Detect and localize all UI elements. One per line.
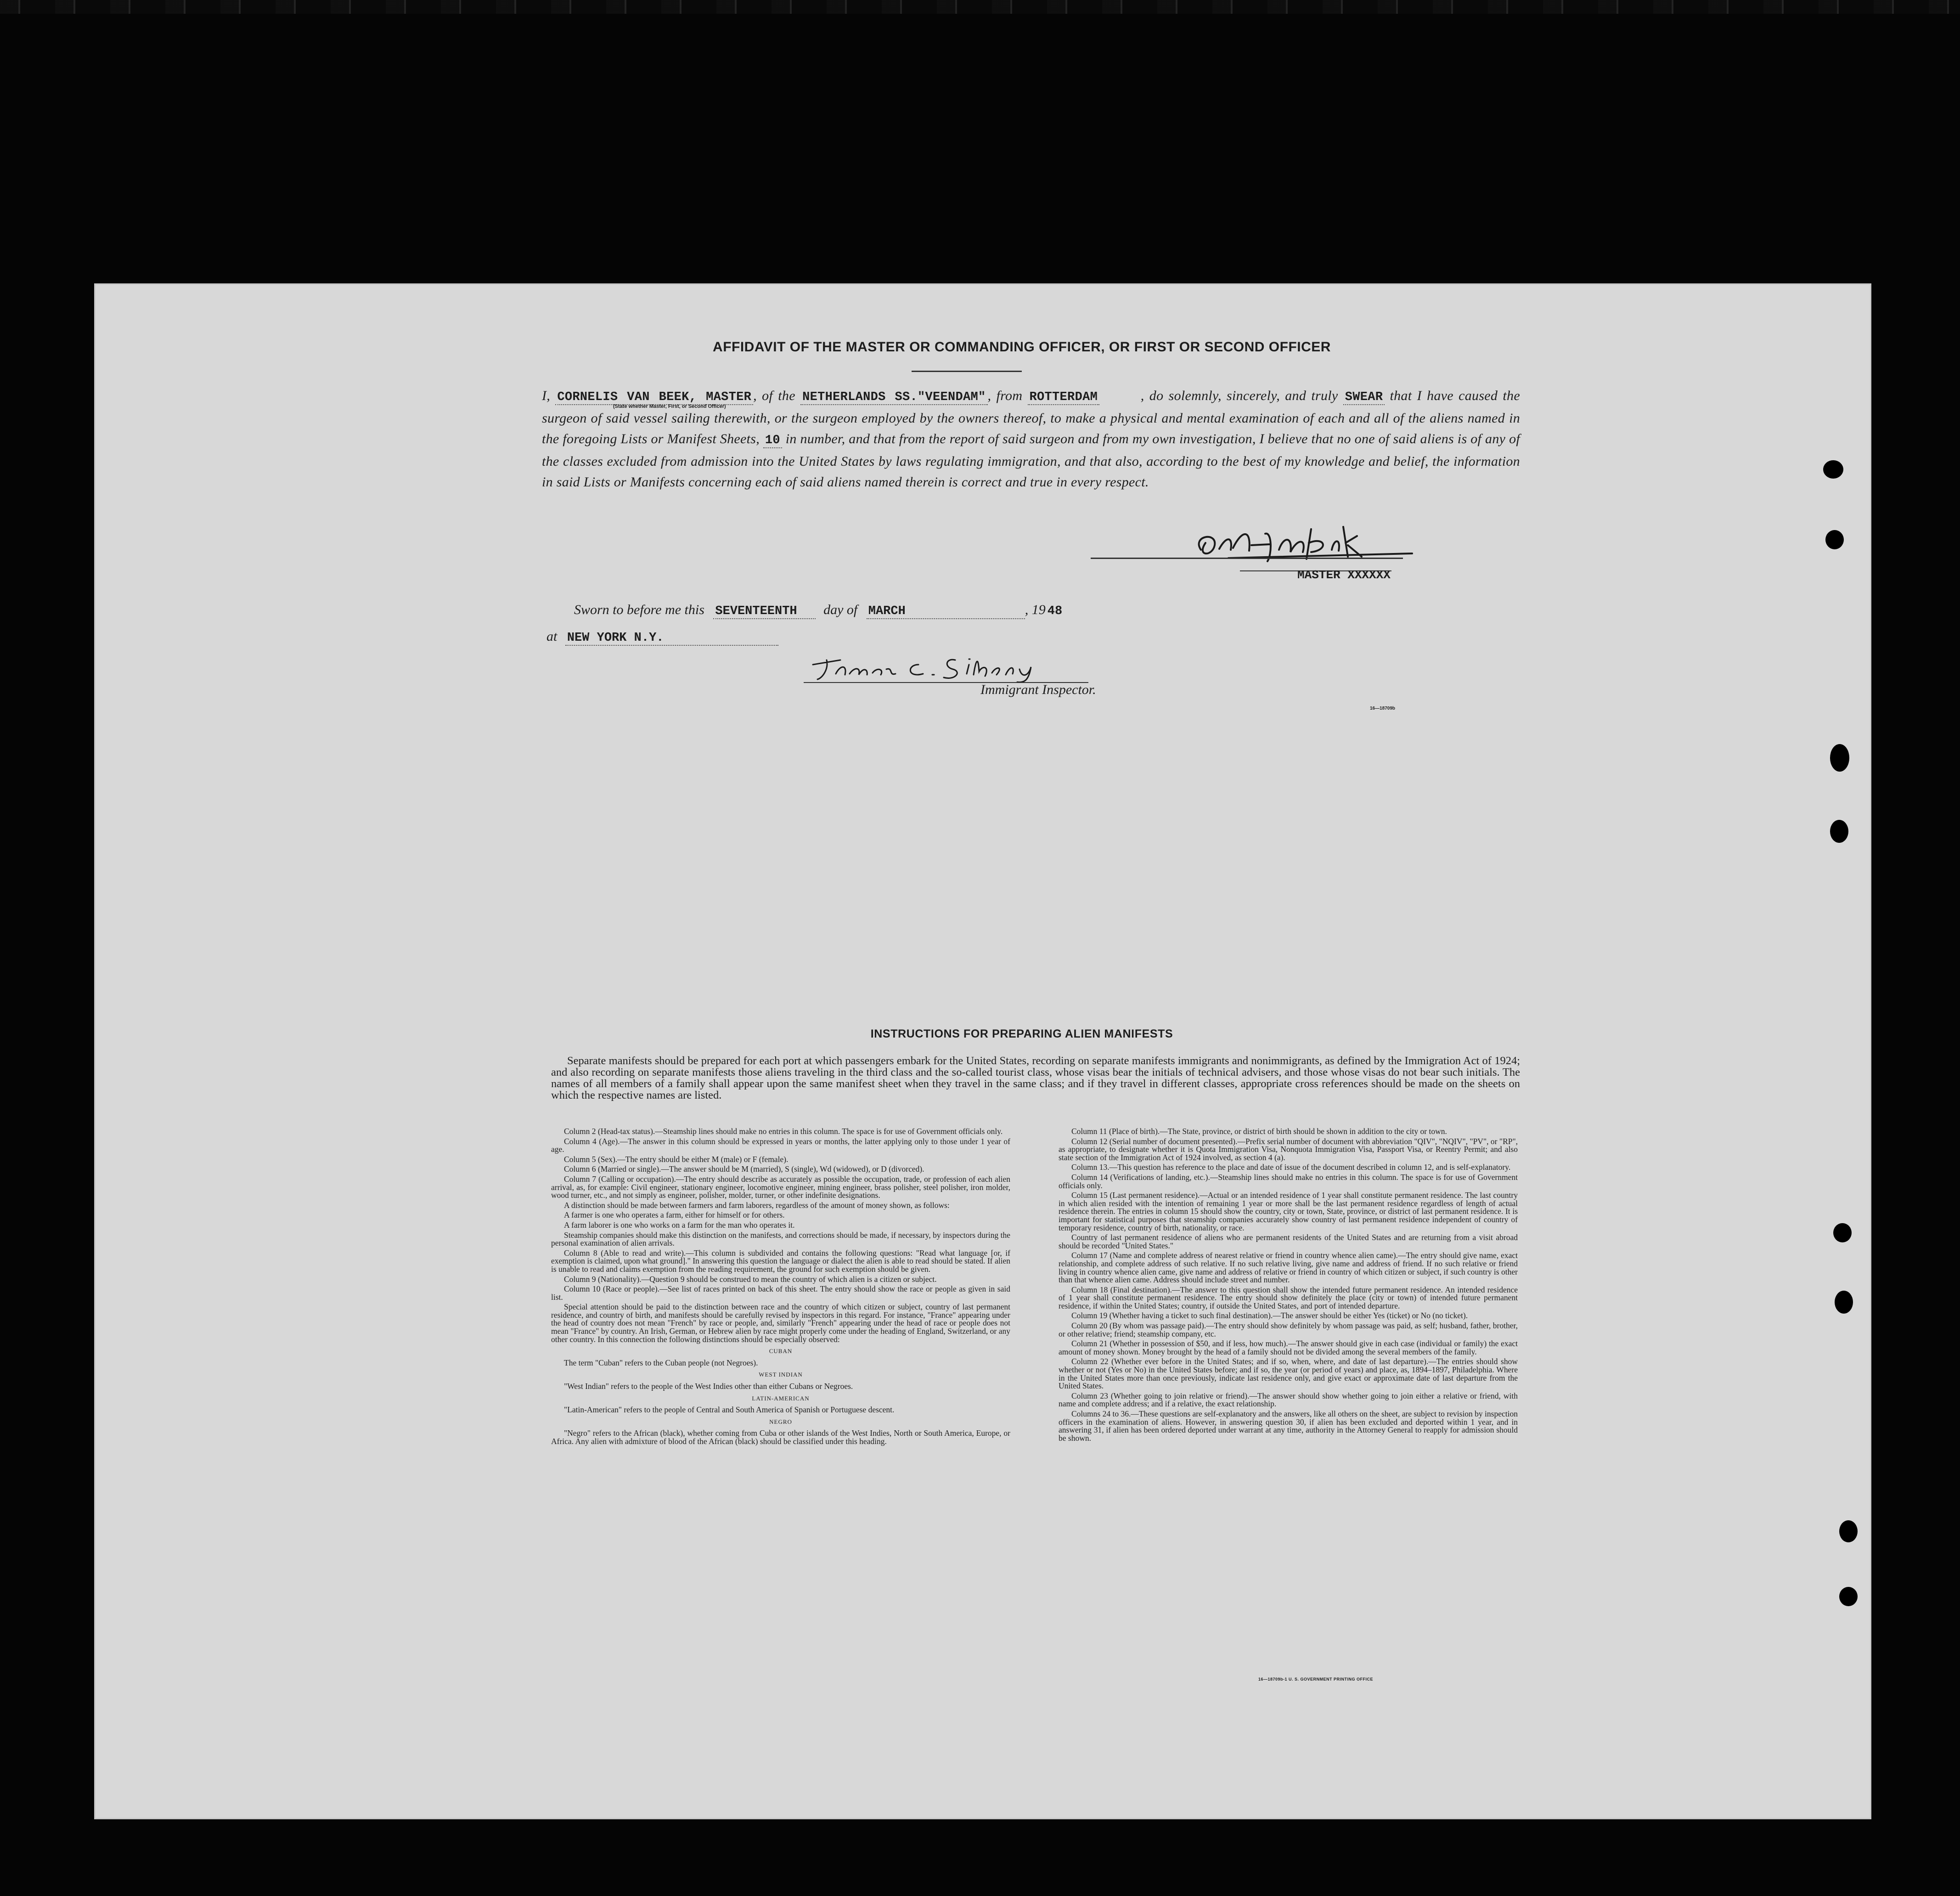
instruction-paragraph: Column 22 (Whether ever before in the United States; and if so, when, where, and date of last departure).—The entries should show whether or not (Yes or No) in the United States before; and if so, the year (or period of years) and place, as, 1894–1897, Philadelphia. Where in the United States more than once previously, indicate last residence only, and give exact or approximate date of last departure from the United States. [1059, 1357, 1518, 1391]
text-i: I, [542, 388, 551, 403]
instruction-paragraph: Column 6 (Married or single).—The answer should be M (married), S (single), Wd (widowed), or D (divorced). [564, 1164, 924, 1174]
instruction-paragraph: Special attention should be paid to the distinction between race and the country of which citizen or subject, country of last permanent residence, and country of birth, and manifests should be carefully revised by inspectors in this regard. For instance, "France" appearing under the head of country does not mean "French" by race or people, and, similarly "French" appearing under the head of race or people does not mean "France" by country. An Irish, German, or Hebrew alien by race might properly come under the heading of England, Switzerland, or any other country. In this connection the following distinctions should be especially observed: [551, 1302, 1010, 1344]
affidavit-body [542, 385, 1520, 492]
master-signature [1173, 518, 1458, 568]
instruction-paragraph: Country of last permanent residence of aliens who are permanent residents of the United States and are returning from a visit abroad should be recorded "United States." [1059, 1233, 1518, 1250]
sworn-line [574, 602, 1309, 618]
punch-hole [1825, 530, 1844, 549]
instruction-paragraph: Column 14 (Verifications of landing, etc.).—Steamship lines should make no entries in this column. The space is for use of Government officials only. [1059, 1172, 1518, 1190]
place-field: NEW YORK N.Y. [565, 631, 779, 646]
punch-hole [1835, 1291, 1853, 1314]
year-prefix: , 19 [1025, 602, 1046, 617]
punch-hole [1833, 1223, 1852, 1242]
west-indian-definition: "West Indian" refers to the people of the West Indies other than either Cubans or Negroes. [564, 1382, 853, 1391]
sworn-prefix: Sworn to before me this [574, 602, 704, 617]
sheets-count-field: 10 [763, 434, 782, 448]
instruction-paragraph: Column 2 (Head-tax status).—Steamship lines should make no entries in this column. The space is for use of Government officials only. [564, 1127, 1003, 1136]
text-of-the: , of the [753, 388, 795, 403]
text-from: , from [987, 388, 1023, 403]
negro-heading: NEGRO [769, 1418, 792, 1425]
scan-edge-noise [0, 0, 1960, 14]
day-of-text: day of [823, 602, 858, 617]
instructions-title: INSTRUCTIONS FOR PREPARING ALIEN MANIFESTS [870, 1027, 1173, 1040]
instruction-paragraph: Column 12 (Serial number of document presented).—Prefix serial number of document with abbreviation "QIV", "NQIV", "PV", or "RP", as appropriate, to designate whether it is Quota Immigration Visa, Nonquota Immigration Visa, Passport Visa, or Reentry Permit; and also state section of the Immigration Act of 1924 involved, as section 4 (a). [1059, 1136, 1518, 1162]
instructions-intro: Separate manifests should be prepared for each port at which passengers embark for the United States, recording on separate manifests immigrants and nonimmigrants, as defined by the Immigration Act of 1924; and also recording on separate manifests those aliens traveling in the third class and the so-called tourist class, whose visas bear the initials of technical advisers, and those whose visas do not bear such initials. The names of all members of a family shall appear upon the same manifest sheet when they travel in the same class; and if they travel in different classes, appropriate cross references should be made on the sheets on which the respective names are listed. [551, 1055, 1520, 1101]
title-rule [912, 371, 1022, 372]
instruction-paragraph: Column 4 (Age).—The answer in this column should be expressed in years or months, the latter applying only to those under 1 year of age. [551, 1136, 1010, 1154]
cuban-definition: The term "Cuban" refers to the Cuban people (not Negroes). [564, 1358, 758, 1367]
latin-american-heading: LATIN-AMERICAN [752, 1394, 810, 1402]
port-field: ROTTERDAM [1028, 390, 1100, 405]
instruction-paragraph: Column 8 (Able to read and write).—This column is subdivided and contains the following questions: "Read what language [or, if exemption is claimed, upon what ground]." In answering this question the language or dialect the alien is able to read should be stated. If alien is unable to read and claims exemption from the reading requirement, the ground for such exemption should be given. [551, 1248, 1010, 1274]
instruction-paragraph: Column 17 (Name and complete address of nearest relative or friend in country whence alien came).—The entry should give name, exact relationship, and complete address of such relative. If no such relative living, give name and address of friend. If no such relative or friend living in country whence alien came, give name and address of relative or friend in country of which citizen or subject, if such country is other than that whence alien came. Address should include street and number. [1059, 1251, 1518, 1285]
text-solemnly: solemnly, sincerely, and truly [1168, 388, 1338, 403]
affidavit-text-1: that I have caused the surgeon of said vessel sailing therewith, or the surgeon employed by the owners thereof, to make a physical and mental examination of each and all of the aliens named in the foregoing Lists or Manifest Sheets, [542, 388, 1520, 446]
punch-hole [1830, 820, 1848, 843]
instruction-paragraph: A distinction should be made between farmers and farm laborers, regardless of the amount of money shown, as follows: [564, 1200, 950, 1210]
place-line [546, 629, 778, 645]
officer-rank-note: (State whether Master, First, or Second Officer) [613, 404, 726, 409]
punch-hole [1839, 1520, 1858, 1542]
at-text: at [546, 629, 558, 644]
day-field: SEVENTEENTH [713, 604, 815, 619]
negro-definition: "Negro" refers to the African (black), whether coming from Cuba or other islands of the West Indies, North or South America, Europe, or Africa. Any alien with admixture of blood of the African (black) should be classified under this heading. [551, 1428, 1010, 1446]
inspector-signature [808, 646, 1084, 683]
month-field: MARCH [867, 604, 1025, 619]
inspector-label: Immigrant Inspector. [980, 682, 1096, 697]
punch-hole [1823, 460, 1843, 479]
instruction-paragraph: Column 23 (Whether going to join relative or friend).—The answer should show whether going to join either a relative or friend, with name and complete address; and if a relative, the exact relationship. [1059, 1391, 1518, 1409]
document-sheet [94, 283, 1871, 1819]
instruction-paragraph: Column 18 (Final destination).—The answer to this question shall show the intended future permanent residence. An intended residence of 1 year shall constitute permanent residence. The entry should show definitely the place (city or town) of intended future permanent residence, if within the United States; country, if outside the United States, and port of intended departure. [1059, 1285, 1518, 1310]
instruction-paragraph: Column 21 (Whether in possession of $50, and if less, how much).—The answer should give in each case (individual or family) the exact amount of money shown. Money brought by the head of a family should not be divided among the several members of the family. [1059, 1339, 1518, 1356]
instruction-paragraph: Columns 24 to 36.—These questions are self-explanatory and the answers, like all others on the sheet, are subject to revision by inspection officers in the examination of aliens. However, in answering question 30, if alien has been excluded and deported within 1 year, and in answering 31, if alien has been ordered deported under warrant at any time, authority in the Attorney General to reapply for admission should be shown. [1059, 1409, 1518, 1443]
affidavit-title: AFFIDAVIT OF THE MASTER OR COMMANDING OFFICER, OR FIRST OR SECOND OFFICER [713, 339, 1331, 355]
instruction-paragraph: Column 11 (Place of birth).—The State, province, or district of birth should be shown in addition to the city or town. [1071, 1127, 1447, 1136]
instruction-paragraph: Column 15 (Last permanent residence).—Actual or an intended residence of 1 year shall constitute permanent residence. The last country in which alien resided with the intention of remaining 1 year or more shall be the last permanent residence regardless of length of actual residence therein. The entries in column 15 should show the country, city or town, State, province, or district of last permanent residence. It is important for statistical purposes that steamship companies accurately show country of last permanent residence independent of country of temporary residence, country of birth, nationality, or race. [1059, 1191, 1518, 1232]
instruction-paragraph: A farmer is one who operates a farm, either for himself or for others. [564, 1210, 785, 1220]
instruction-paragraph: Column 10 (Race or people).—See list of races printed on back of this sheet. The entry should show the race or people as given in said list. [551, 1284, 1010, 1302]
instruction-paragraph: Column 5 (Sex).—The entry should be either M (male) or F (female). [564, 1154, 789, 1164]
form-number: 16—18709b [1370, 706, 1396, 711]
latin-american-definition: "Latin-American" refers to the people of Central and South America of Spanish or Portuguese descent. [564, 1405, 895, 1415]
year-field: 48 [1047, 604, 1063, 618]
instruction-paragraph: Column 20 (By whom was passage paid).—The entry should show definitely by whom passage was paid, as self; husband, father, brother, or other relative; friend; steamship company, etc. [1059, 1321, 1518, 1338]
instruction-paragraph: Column 9 (Nationality).—Question 9 should be construed to mean the country of which alien is a citizen or subject. [564, 1274, 937, 1284]
instruction-paragraph: Column 13.—This question has reference to the place and date of issue of the document described in column 12, and is self-explanatory. [1071, 1162, 1511, 1172]
instruction-paragraph: Column 7 (Calling or occupation).—The entry should describe as accurately as possible the occupation, trade, or profession of each alien arrival, as, for example: Civil engineer, stationary engineer, locomotive engineer, mining engineer, brass polisher, steel polisher, iron molder, wood turner, etc., and not simply as engineer, polisher, molder, turner, or other indefinite designations. [551, 1174, 1010, 1200]
officer-rank-label: MASTER XXXXXX [1297, 568, 1391, 582]
officer-name-field: CORNELIS VAN BEEK, MASTER [555, 390, 753, 405]
printing-office-code: 16—18709b-1 U. S. GOVERNMENT PRINTING OFFICE [1258, 1677, 1374, 1682]
instruction-paragraph: A farm laborer is one who works on a farm for the man who operates it. [564, 1220, 795, 1230]
instruction-paragraph: Column 19 (Whether having a ticket to such final destination).—The answer should be either Yes (ticket) or No (no ticket). [1071, 1311, 1468, 1320]
text-do: , do [1140, 388, 1164, 403]
punch-hole [1839, 1587, 1858, 1606]
affidavit-text-2: in number, and that from the report of said surgeon and from my own investigation, I believe that no one of said aliens is of any of the classes excluded from admission into the United States by laws regulating immigration, and that also, according to the best of my knowledge and belief, the information in said Lists or Manifests concerning each of said aliens named therein is correct and true in every respect. [542, 431, 1520, 490]
instructions-right-column [1059, 1128, 1518, 1444]
vessel-field: NETHERLANDS SS."VEENDAM" [800, 390, 987, 405]
punch-hole [1830, 744, 1849, 772]
instruction-paragraph: Steamship companies should make this distinction on the manifests, and corrections should be made, if necessary, by inspectors during the personal examination of alien arrivals. [551, 1230, 1010, 1248]
cuban-heading: CUBAN [769, 1348, 793, 1355]
signature-line [1091, 558, 1403, 559]
oath-field: SWEAR [1343, 390, 1385, 405]
west-indian-heading: WEST INDIAN [759, 1371, 803, 1378]
instructions-left-column [551, 1128, 1010, 1448]
